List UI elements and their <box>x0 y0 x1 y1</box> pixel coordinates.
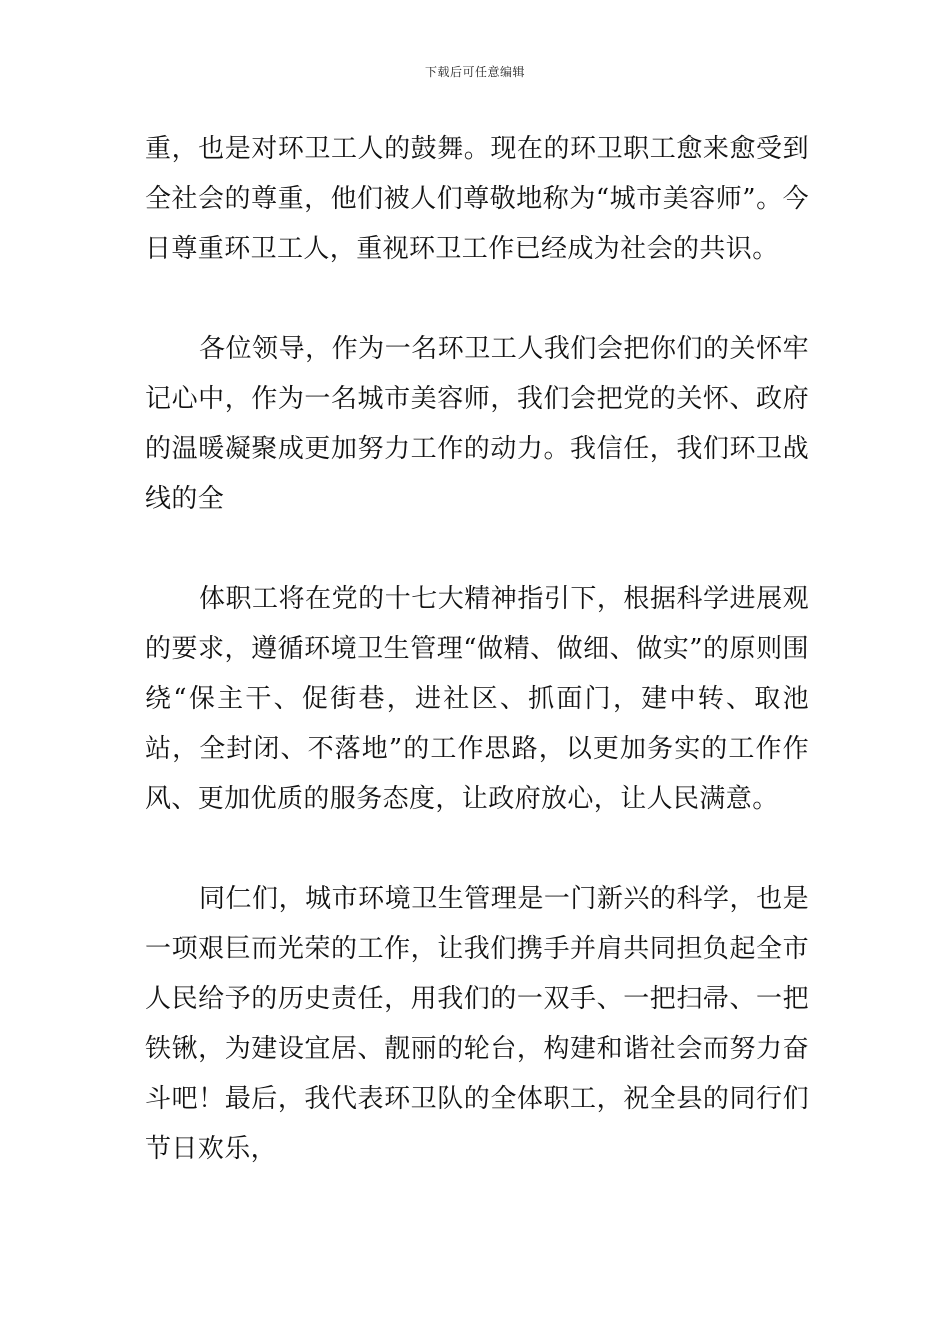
paragraph-1: 重，也是对环卫工人的鼓舞。现在的环卫职工愈来愈受到全社会的尊重，他们被人们尊敬地称为“城市美容师”。今日尊重环卫工人，重视环卫工作已经成为社会的共识。 <box>145 134 809 264</box>
page-header: 下载后可任意编辑 <box>424 65 525 79</box>
document-body <box>145 124 809 1174</box>
paragraph-3: 体职工将在党的十七大精神指引下，根据科学进展观的要求，遵循环境卫生管理“做精、做细、做实”的原则围绕“保主干、促街巷，进社区、抓面门，建中转、取池站，全封闭、不落地”的工作思路，以更加务实的工作作风、更加优质的服务态度，让政府放心，让人民满意。 <box>145 584 809 814</box>
paragraph-2: 各位领导，作为一名环卫工人我们会把你们的关怀牢记心中，作为一名城市美容师，我们会把党的关怀、政府的温暖凝聚成更加努力工作的动力。我信任，我们环卫战线的全 <box>145 334 809 514</box>
paragraph-4: 同仁们，城市环境卫生管理是一门新兴的科学，也是一项艰巨而光荣的工作，让我们携手并肩共同担负起全市人民给予的历史责任，用我们的一双手、一把扫帚、一把铁锹，为建设宜居、靓丽的轮台，构建和谐社会而努力奋斗吧！最后，我代表环卫队的全体职工，祝全县的同行们节日欢乐， <box>145 884 809 1164</box>
